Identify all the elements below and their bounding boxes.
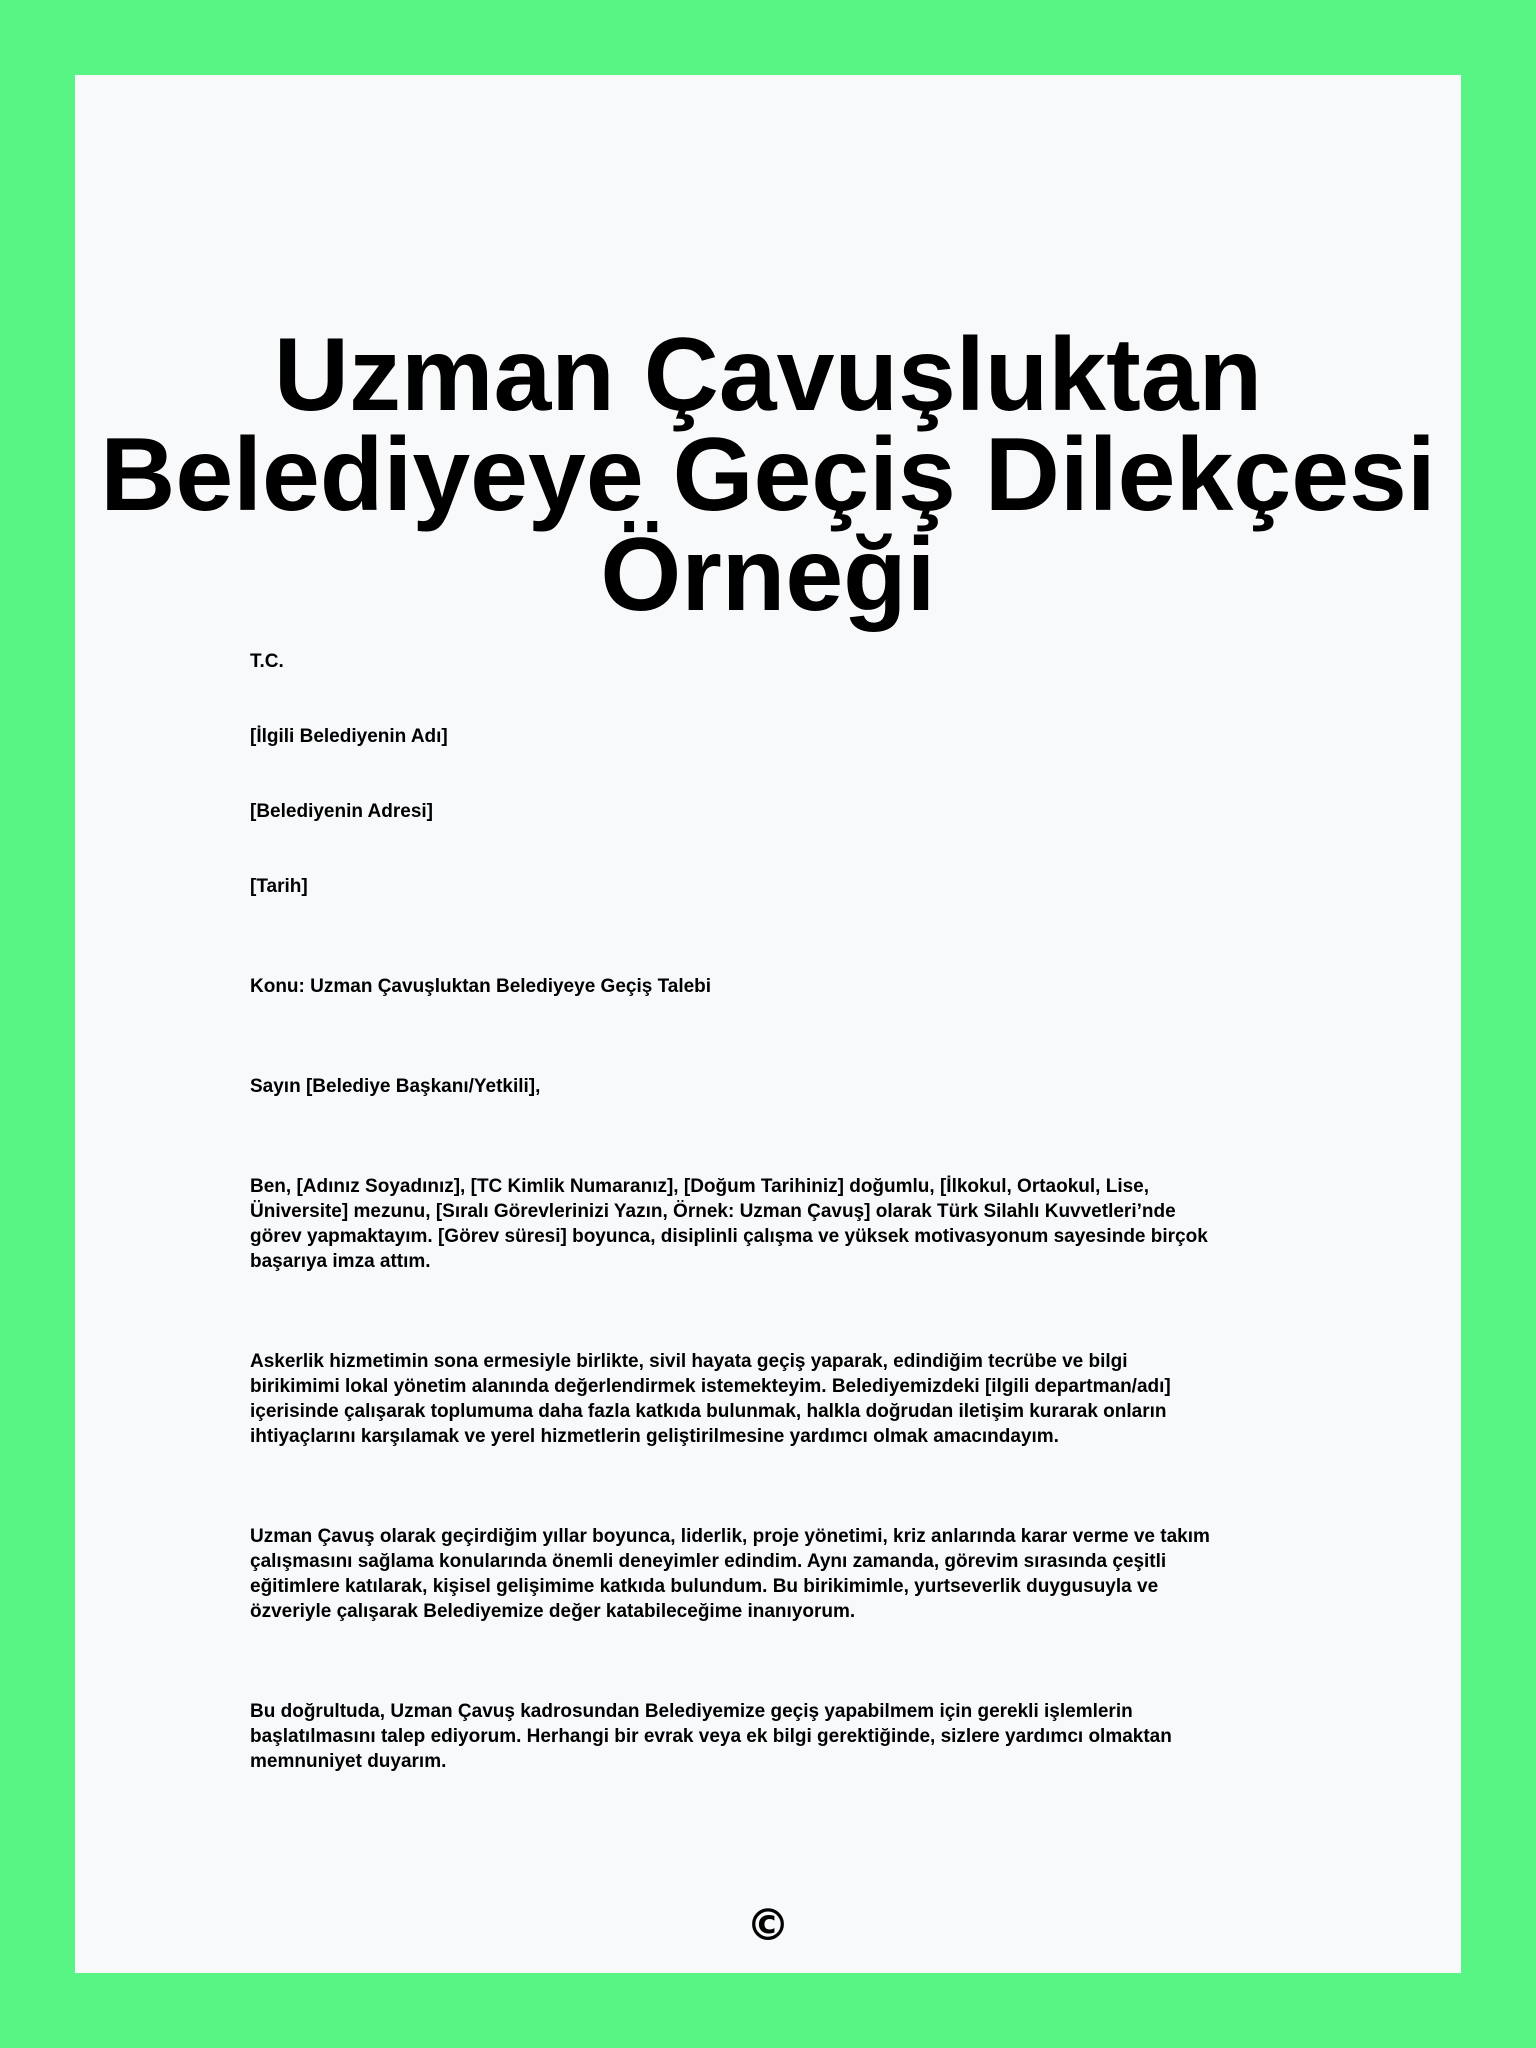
- paragraph-line: içerisinde çalışarak toplumuma daha fazla katkıda bulunmak, halkla doğrudan iletişim kurarak onların: [250, 1401, 1167, 1422]
- subject-line: Konu: Uzman Çavuşluktan Belediyeye Geçiş Talebi: [250, 976, 712, 997]
- paragraph-line: Uzman Çavuş olarak geçirdiğim yıllar boyunca, liderlik, proje yönetimi, kriz anlarında karar verme ve takım: [250, 1526, 1210, 1547]
- paragraph-line: birikimimi lokal yönetim alanında değerlendirmek istemekteyim. Belediyemizdeki [ilgili departman/adı]: [250, 1376, 1171, 1397]
- title-line: Örneği: [600, 517, 936, 633]
- header-tc: T.C.: [250, 651, 284, 672]
- paragraph-line: çalışmasını sağlama konularında önemli deneyimler edindim. Aynı zamanda, görevim sırasında çeşitli: [250, 1551, 1167, 1572]
- title-line: Belediyeye Geçiş Dilekçesi: [100, 417, 1436, 533]
- document-page: [75, 75, 1461, 1973]
- paragraph-line: Askerlik hizmetimin sona ermesiyle birlikte, sivil hayata geçiş yaparak, edindiğim tecrübe ve bilgi: [250, 1351, 1128, 1372]
- header-municipality-name: [İlgili Belediyenin Adı]: [250, 726, 448, 747]
- body-paragraph-1: [250, 1174, 1280, 1274]
- title-line: Uzman Çavuşluktan: [273, 317, 1263, 433]
- paragraph-line: memnuniyet duyarım.: [250, 1751, 447, 1772]
- body-paragraph-2: [250, 1349, 1280, 1449]
- header-date: [Tarih]: [250, 876, 308, 897]
- copyright-icon: ©: [746, 1900, 790, 1951]
- paragraph-line: ihtiyaçlarını karşılamak ve yerel hizmetlerin geliştirilmesine yardımcı olmak amacındayım.: [250, 1426, 1059, 1447]
- salutation: Sayın [Belediye Başkanı/Yetkili],: [250, 1076, 541, 1097]
- paragraph-line: görev yapmaktayım. [Görev süresi] boyunca, disiplinli çalışma ve yüksek motivasyonum sayesinde birçok: [250, 1226, 1208, 1247]
- paragraph-line: başlatılmasını talep ediyorum. Herhangi bir evrak veya ek bilgi gerektiğinde, sizlere yardımcı olmaktan: [250, 1726, 1172, 1747]
- document-title: [75, 317, 1461, 633]
- paragraph-line: eğitimlere katılarak, kişisel gelişimime katkıda bulundum. Bu birikimimle, yurtseverlik duygusuyla ve: [250, 1576, 1159, 1597]
- paragraph-line: özveriyle çalışarak Belediyemize değer katabileceğime inanıyorum.: [250, 1601, 856, 1622]
- paragraph-line: Ben, [Adınız Soyadınız], [TC Kimlik Numaranız], [Doğum Tarihiniz] doğumlu, [İlkokul, Ortaokul, Lise,: [250, 1176, 1150, 1197]
- header-municipality-address: [Belediyenin Adresi]: [250, 801, 434, 822]
- paragraph-line: Bu doğrultuda, Uzman Çavuş kadrosundan Belediyemize geçiş yapabilmem için gerekli işlemlerin: [250, 1701, 1133, 1722]
- body-paragraph-3: [250, 1524, 1280, 1624]
- paragraph-line: başarıya imza attım.: [250, 1251, 431, 1272]
- body-paragraph-4: [250, 1699, 1280, 1774]
- paragraph-line: Üniversite] mezunu, [Sıralı Görevlerinizi Yazın, Örnek: Uzman Çavuş] olarak Türk Silahlı Kuvvetleri’nde: [250, 1201, 1176, 1222]
